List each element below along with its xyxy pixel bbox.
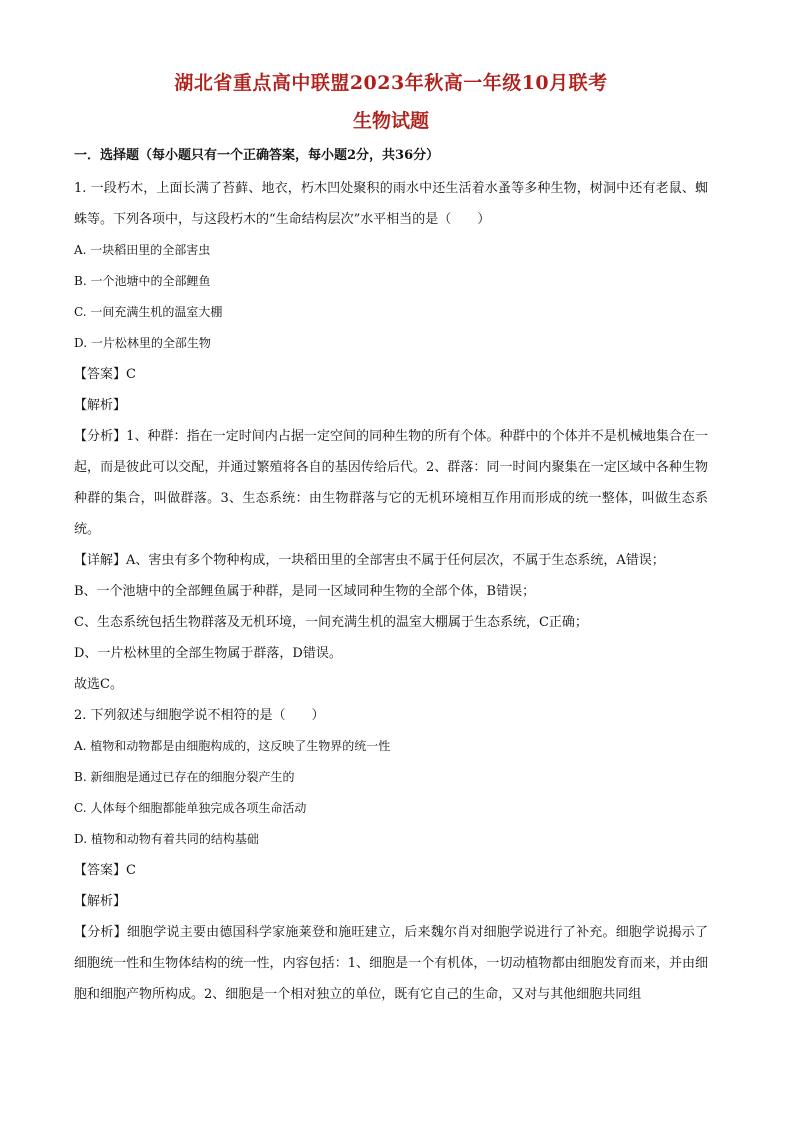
detail-line: B、一个池塘中的全部鲤鱼属于种群，是同一区域同种生物的全部个体，B错误； bbox=[74, 584, 536, 599]
option-a: A. 一块稻田里的全部害虫 bbox=[74, 243, 211, 257]
answer-line: 【答案】C bbox=[74, 863, 136, 878]
option-b: B. 新细胞是通过已存在的细胞分裂产生的 bbox=[74, 770, 295, 784]
analysis-fenxi: 【分析】细胞学说主要由德国科学家施莱登和施旺建立，后来魏尔肖对细胞学说进行了补充。细胞学说揭示了细胞统一性和生物体结构的统一性，内容包括：1、细胞是一个有机体，一切动植物都由细胞发育而来，并由细胞和细胞产物所构成。2、细胞是一个相对独立的单位，既有它自己的生命，又对与其他细胞共同组 bbox=[74, 925, 708, 1002]
detail-line: 【详解】A、害虫有多个物种构成，一块稻田里的全部害虫不属于任何层次，不属于生态系统，A错误； bbox=[74, 553, 665, 568]
option-d: D. 一片松林里的全部生物 bbox=[74, 336, 211, 350]
option-c: C. 一间充满生机的温室大棚 bbox=[74, 305, 223, 319]
option-b: B. 一个池塘中的全部鲤鱼 bbox=[74, 274, 211, 288]
detail-line: D、一片松林里的全部生物属于群落，D错误。 bbox=[74, 646, 342, 661]
question-2 bbox=[74, 700, 708, 1010]
document-subtitle: 生物试题 bbox=[352, 110, 429, 132]
conclusion-line: 故选C。 bbox=[74, 677, 123, 692]
question-stem: 2. 下列叙述与细胞学说不相符的是（ ） bbox=[74, 708, 325, 723]
document-title: 湖北省重点高中联盟2023年秋高一年级10月联考 bbox=[174, 72, 608, 94]
analysis-label: 【解析】 bbox=[74, 894, 127, 909]
section-heading: 一．选择题（每小题只有一个正确答案，每小题2分，共36分） bbox=[74, 148, 440, 163]
detail-line: C、生态系统包括生物群落及无机环境，一间充满生机的温室大棚属于生态系统，C正确； bbox=[74, 615, 588, 630]
question-1 bbox=[74, 173, 708, 700]
analysis-label: 【解析】 bbox=[74, 398, 127, 413]
option-d: D. 植物和动物有着共同的结构基础 bbox=[74, 832, 259, 846]
question-stem: 1. 一段朽木，上面长满了苔藓、地衣，朽木凹处聚积的雨水中还生活着水蚤等多种生物，树洞中还有老鼠、蜘蛛等。下列各项中，与这段朽木的“生命结构层次”水平相当的是（ ） bbox=[74, 181, 708, 227]
answer-line: 【答案】C bbox=[74, 367, 136, 382]
option-a: A. 植物和动物都是由细胞构成的，这反映了生物界的统一性 bbox=[74, 739, 391, 753]
option-c: C. 人体每个细胞都能单独完成各项生命活动 bbox=[74, 801, 307, 815]
analysis-fenxi: 【分析】1、种群：指在一定时间内占据一定空间的同种生物的所有个体。种群中的个体并不是机械地集合在一起，而是彼此可以交配，并通过繁殖将各自的基因传给后代。2、群落：同一时间内聚集在一定区域中各种生物种群的集合，叫做群落。3、生态系统：由生物群落与它的无机环境相互作用而形成的统一整体，叫做生态系统。 bbox=[74, 429, 708, 537]
